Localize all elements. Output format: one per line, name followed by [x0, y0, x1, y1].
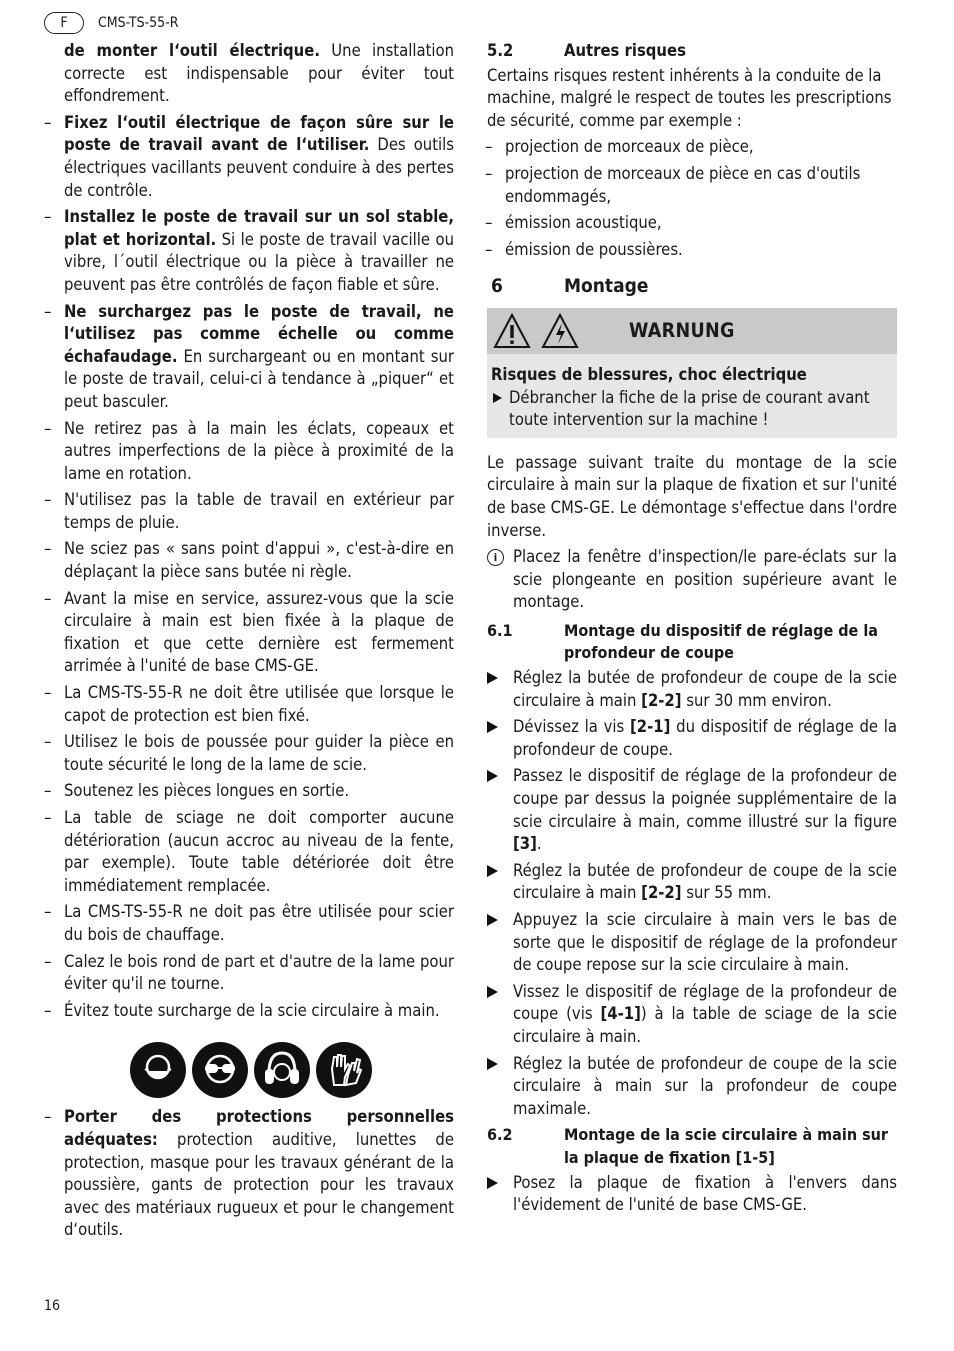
warning-subtitle: Risques de blessures, choc électrique — [491, 364, 807, 384]
step-item: Appuyez la scie circulaire à main vers le bas de sorte que le dispositif de réglage de la profondeur de coupe repose sur la scie circulaire à main. — [487, 909, 897, 977]
list-item: – Fixez l‘outil électrique de façon sûre sur le poste de travail avant de l‘utiliser. Des outils électriques vacillants peuvent conduire à des pertes de contrôle. — [64, 112, 454, 202]
list-item: – émission de poussières. — [505, 239, 897, 262]
warning-box — [487, 308, 897, 438]
list-item: – Avant la mise en service, assurez-vous que la scie circulaire à main est bien fixée à la plaque de fixation et que cette dernière est fermement arrimée à l'unité de base CMS-GE. — [64, 588, 454, 678]
ear-protection-icon — [254, 1042, 310, 1098]
step-item: Réglez la butée de profondeur de coupe de la scie circulaire à main sur la profondeur de coupe maximale. — [487, 1053, 897, 1121]
list-item: – Utilisez le bois de poussée pour guider la pièce en toute sécurité le long de la lame de scie. — [64, 731, 454, 776]
list-item: – Ne surchargez pas le poste de travail, ne l‘utilisez pas comme échelle ou comme échafaudage. En surchargeant ou en montant sur le poste de travail, celui-ci à tendance à „piquer“ et peut basculer. — [64, 301, 454, 414]
list-item: – Évitez toute surcharge de la scie circulaire à main. — [64, 1000, 454, 1023]
list-item: – projection de morceaux de pièce, — [505, 136, 897, 159]
electric-shock-icon — [541, 312, 579, 350]
safety-goggles-icon — [192, 1042, 248, 1098]
info-note: i Placez la fenêtre d'inspection/le pare-éclats sur la scie plongeante en position supérieure avant le montage. — [487, 546, 897, 614]
dust-mask-icon — [130, 1042, 186, 1098]
step-item: Passez le dispositif de réglage de la profondeur de coupe par dessus la poignée supplémentaire de la scie circulaire à main, comme illustré sur la figure [3]. — [487, 765, 897, 855]
list-item: – Ne sciez pas « sans point d'appui », c'est-à-dire en déplaçant la pièce sans butée ni règle. — [64, 538, 454, 583]
arrow-icon — [487, 865, 498, 877]
ppe-icons — [130, 1042, 454, 1098]
section-6-intro: Le passage suivant traite du montage de la scie circulaire à main sur la plaque de fixation et sur l'unité de base CMS-GE. Le démontage s'effectue dans l'ordre inverse. — [487, 452, 897, 540]
list-item: – La table de sciage ne doit comporter aucune détérioration (aucun accroc au niveau de la fente, par exemple). Toute table détériorée doit être immédiatement remplacée. — [64, 807, 454, 897]
warning-action: Débrancher la fiche de la prise de courant avant toute intervention sur la machine ! — [491, 387, 893, 432]
list-item: – Installez le poste de travail sur un sol stable, plat et horizontal. Si le poste de travail vacille ou vibre, l´outil électrique ou la pièce à travailler ne peuvent pas être contrôlés de façon fiable et sûre. — [64, 206, 454, 296]
arrow-icon — [487, 672, 498, 684]
step-item: Vissez le dispositif de réglage de la profondeur de coupe (vis [4-1]) à la table de sciage de la scie circulaire à main. — [487, 981, 897, 1049]
arrow-icon — [487, 1058, 498, 1070]
page-number: 16 — [44, 1298, 61, 1314]
warning-header — [487, 308, 897, 354]
section-6-heading: 6 Montage — [491, 275, 649, 298]
language-badge: F — [44, 12, 84, 34]
arrow-icon — [487, 1177, 498, 1189]
right-column — [487, 40, 897, 1221]
risk-list — [505, 136, 897, 261]
info-icon: i — [487, 549, 504, 566]
ppe-item: – Porter des protections personnelles adéquates: protection auditive, lunettes de protection, masque pour les travaux générant de la poussière, gants de protection pour les travaux avec des matériaux rugueux et pour le changement d‘outils. — [64, 1106, 454, 1242]
step-item: Réglez la butée de profondeur de coupe de la scie circulaire à main [2-2] sur 30 mm environ. — [487, 667, 897, 712]
warning-title: WARNUNG — [629, 318, 735, 342]
section-5-2-heading: 5.2 Autres risques — [487, 41, 686, 60]
arrow-icon — [487, 770, 498, 782]
warning-triangle-icon — [493, 312, 531, 350]
list-item: – Ne retirez pas à la main les éclats, copeaux et autres imperfections de la pièce à proximité de la lame en rotation. — [64, 418, 454, 486]
step-item: Réglez la butée de profondeur de coupe de la scie circulaire à main [2-2] sur 55 mm. — [487, 860, 897, 905]
step-item: Posez la plaque de fixation à l'envers dans l'évidement de l'unité de base CMS-GE. — [487, 1172, 897, 1217]
section-6-1-heading: 6.1 Montage du dispositif de réglage de la profondeur de coupe — [487, 620, 878, 663]
model-name: CMS-TS-55-R — [98, 15, 179, 31]
list-item: – Soutenez les pièces longues en sortie. — [64, 780, 454, 803]
list-item: – N'utilisez pas la table de travail en extérieur par temps de pluie. — [64, 489, 454, 534]
warning-body — [487, 354, 897, 438]
list-item: – projection de morceaux de pièce en cas d'outils endommagés, — [505, 163, 897, 208]
step-item: Dévissez la vis [2-1] du dispositif de réglage de la profondeur de coupe. — [487, 716, 897, 761]
section-6-2-heading: 6.2 Montage de la scie circulaire à main sur la plaque de fixation [1-5] — [487, 1125, 888, 1167]
section-6-1-steps — [487, 667, 897, 1120]
list-item: – La CMS-TS-55-R ne doit pas être utilisée pour scier du bois de chauffage. — [64, 901, 454, 946]
list-item: – émission acoustique, — [505, 212, 897, 235]
list-item: – Calez le bois rond de part et d'autre de la lame pour éviter qu'il ne tourne. — [64, 951, 454, 996]
intro-paragraph: de monter l‘outil électrique. Une installation correcte est indispensable pour éviter tout effondrement. — [64, 41, 454, 106]
safety-list — [64, 112, 454, 1023]
arrow-icon — [487, 721, 498, 733]
arrow-icon — [487, 914, 498, 926]
section-5-2-intro: Certains risques restent inhérents à la conduite de la machine, malgré le respect de toutes les prescriptions de sécurité, comme par exemple : — [487, 65, 892, 130]
page-header — [44, 12, 178, 34]
section-6-2-steps — [487, 1172, 897, 1217]
arrow-icon — [487, 986, 498, 998]
left-column — [64, 40, 454, 1246]
list-item: – La CMS-TS-55-R ne doit être utilisée que lorsque le capot de protection est bien fixé. — [64, 682, 454, 727]
gloves-icon — [316, 1042, 372, 1098]
